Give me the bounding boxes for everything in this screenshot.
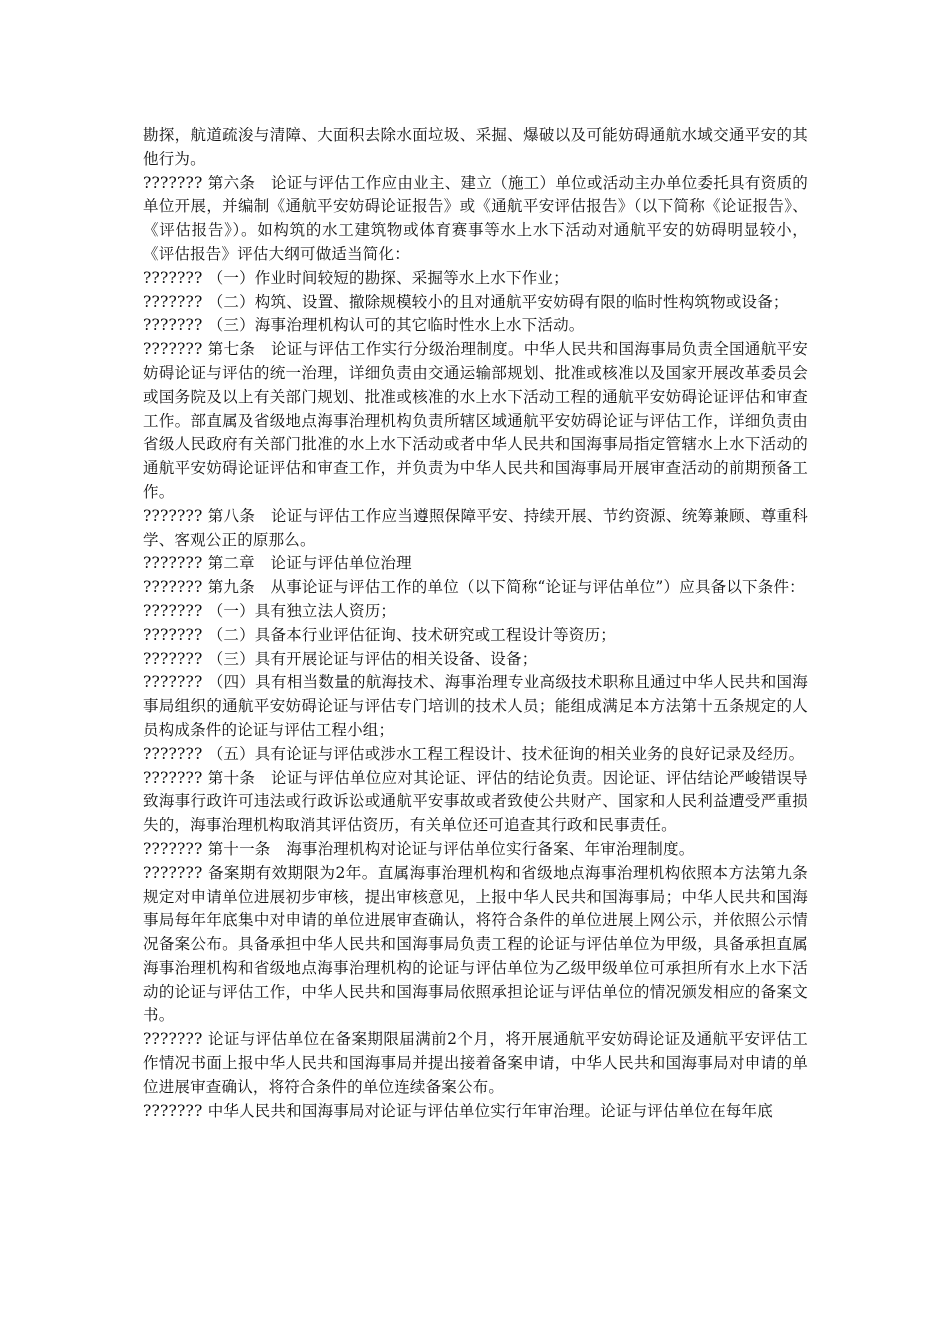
article-9-item-1: ??????? （一）具有独立法人资历； bbox=[143, 601, 397, 620]
paragraph-1: 勘探，航道疏浚与清障、大面积去除水面垃圾、采掘、爆破以及可能妨碍通航水域交通平安的其他行为。 bbox=[143, 126, 808, 168]
article-9-item-2: ??????? （二）具备本行业评估征询、技术研究或工程设计等资历； bbox=[143, 625, 616, 644]
chapter-2-heading: ??????? 第二章 论证与评估单位治理 bbox=[143, 554, 412, 573]
article-10: ??????? 第十条 论证与评估单位应对其论证、评估的结论负责。因论证、评估结论严峻错误导致海事行政许可违法或行政诉讼或通航平安事故或者致使公共财产、国家和人民利益遭受严重损失的，海事治理机构取消其评估资历，有关单位还可追查其行政和民事责任。 bbox=[143, 768, 808, 835]
article-6-item-2: ??????? （二）构筑、设置、撤除规模较小的且对通航平安妨碍有限的临时性构筑物或设备； bbox=[143, 292, 789, 311]
article-9-item-5: ??????? （五）具有论证与评估或涉水工程工程设计、技术征询的相关业务的良好记录及经历。 bbox=[143, 744, 805, 763]
article-6-item-1: ??????? （一）作业时间较短的勘探、采掘等水上水下作业； bbox=[143, 268, 569, 287]
article-9-item-3: ??????? （三）具有开展论证与评估的相关设备、设备； bbox=[143, 649, 538, 668]
document-body bbox=[143, 124, 808, 1123]
article-9: ??????? 第九条 从事论证与评估工作的单位（以下简称“论证与评估单位”）应具备以下条件： bbox=[143, 578, 805, 597]
article-11: ??????? 第十一条 海事治理机构对论证与评估单位实行备案、年审治理制度。 bbox=[143, 839, 695, 858]
article-11-para-4: ??????? 中华人民共和国海事局对论证与评估单位实行年审治理。论证与评估单位在每年底 bbox=[143, 1101, 773, 1120]
article-6-item-3: ??????? （三）海事治理机构认可的其它临时性水上水下活动。 bbox=[143, 316, 585, 335]
article-7: ??????? 第七条 论证与评估工作实行分级治理制度。中华人民共和国海事局负责全国通航平安妨碍论证与评估的统一治理，详细负责由交通运输部规划、批准或核准以及国家开展改革委员会或国务院及以上有关部门规划、批准或核准的水上水下活动工程的通航平安妨碍论证评估和审查工作。部直属及省级地点海事治理机构负责所辖区域通航平安妨碍论证与评估工作，详细负责由省级人民政府有关部门批准的水上水下活动或者中华人民共和国海事局指定管辖水上水下活动的通航平安妨碍论证评估和审查工作，并负责为中华人民共和国海事局开展审查活动的前期预备工作。 bbox=[143, 340, 808, 501]
article-11-para-2: ??????? 备案期有效期限为2年。直属海事治理机构和省级地点海事治理机构依照本方法第九条规定对申请单位进展初步审核，提出审核意见，上报中华人民共和国海事局；中华人民共和国海事局每年年底集中对申请的单位进展审查确认，将符合条件的单位进展上网公示，并依照公示情况备案公布。具备承担中华人民共和国海事局负责工程的论证与评估单位为甲级，具备承担直属海事治理机构和省级地点海事治理机构的论证与评估单位为乙级甲级单位可承担所有水上水下活动的论证与评估工作，中华人民共和国海事局依照承担论证与评估单位的情况颁发相应的备案文书。 bbox=[143, 863, 808, 1025]
article-6: ??????? 第六条 论证与评估工作应由业主、建立（施工）单位或活动主办单位委托具有资质的单位开展，并编制《通航平安妨碍论证报告》或《通航平安评估报告》（以下简称《论证报告》、《评估报告》）。如构筑的水工建筑物或体育赛事等水上水下活动对通航平安的妨碍明显较小，《评估报告》评估大纲可做适当简化： bbox=[143, 173, 808, 263]
article-9-item-4: ??????? （四）具有相当数量的航海技术、海事治理专业高级技术职称且通过中华人民共和国海事局组织的通航平安妨碍论证与评估专门培训的技术人员；能组成满足本方法第十五条规定的人员构成条件的论证与评估工程小组； bbox=[143, 673, 808, 739]
article-8: ??????? 第八条 论证与评估工作应当遵照保障平安、持续开展、节约资源、统筹兼顾、尊重科学、客观公正的原那么。 bbox=[143, 506, 808, 549]
article-11-para-3: ??????? 论证与评估单位在备案期限届满前2个月，将开展通航平安妨碍论证及通航平安评估工作情况书面上报中华人民共和国海事局并提出接着备案申请，中华人民共和国海事局对申请的单位进展审查确认，将符合条件的单位连续备案公布。 bbox=[143, 1030, 808, 1096]
